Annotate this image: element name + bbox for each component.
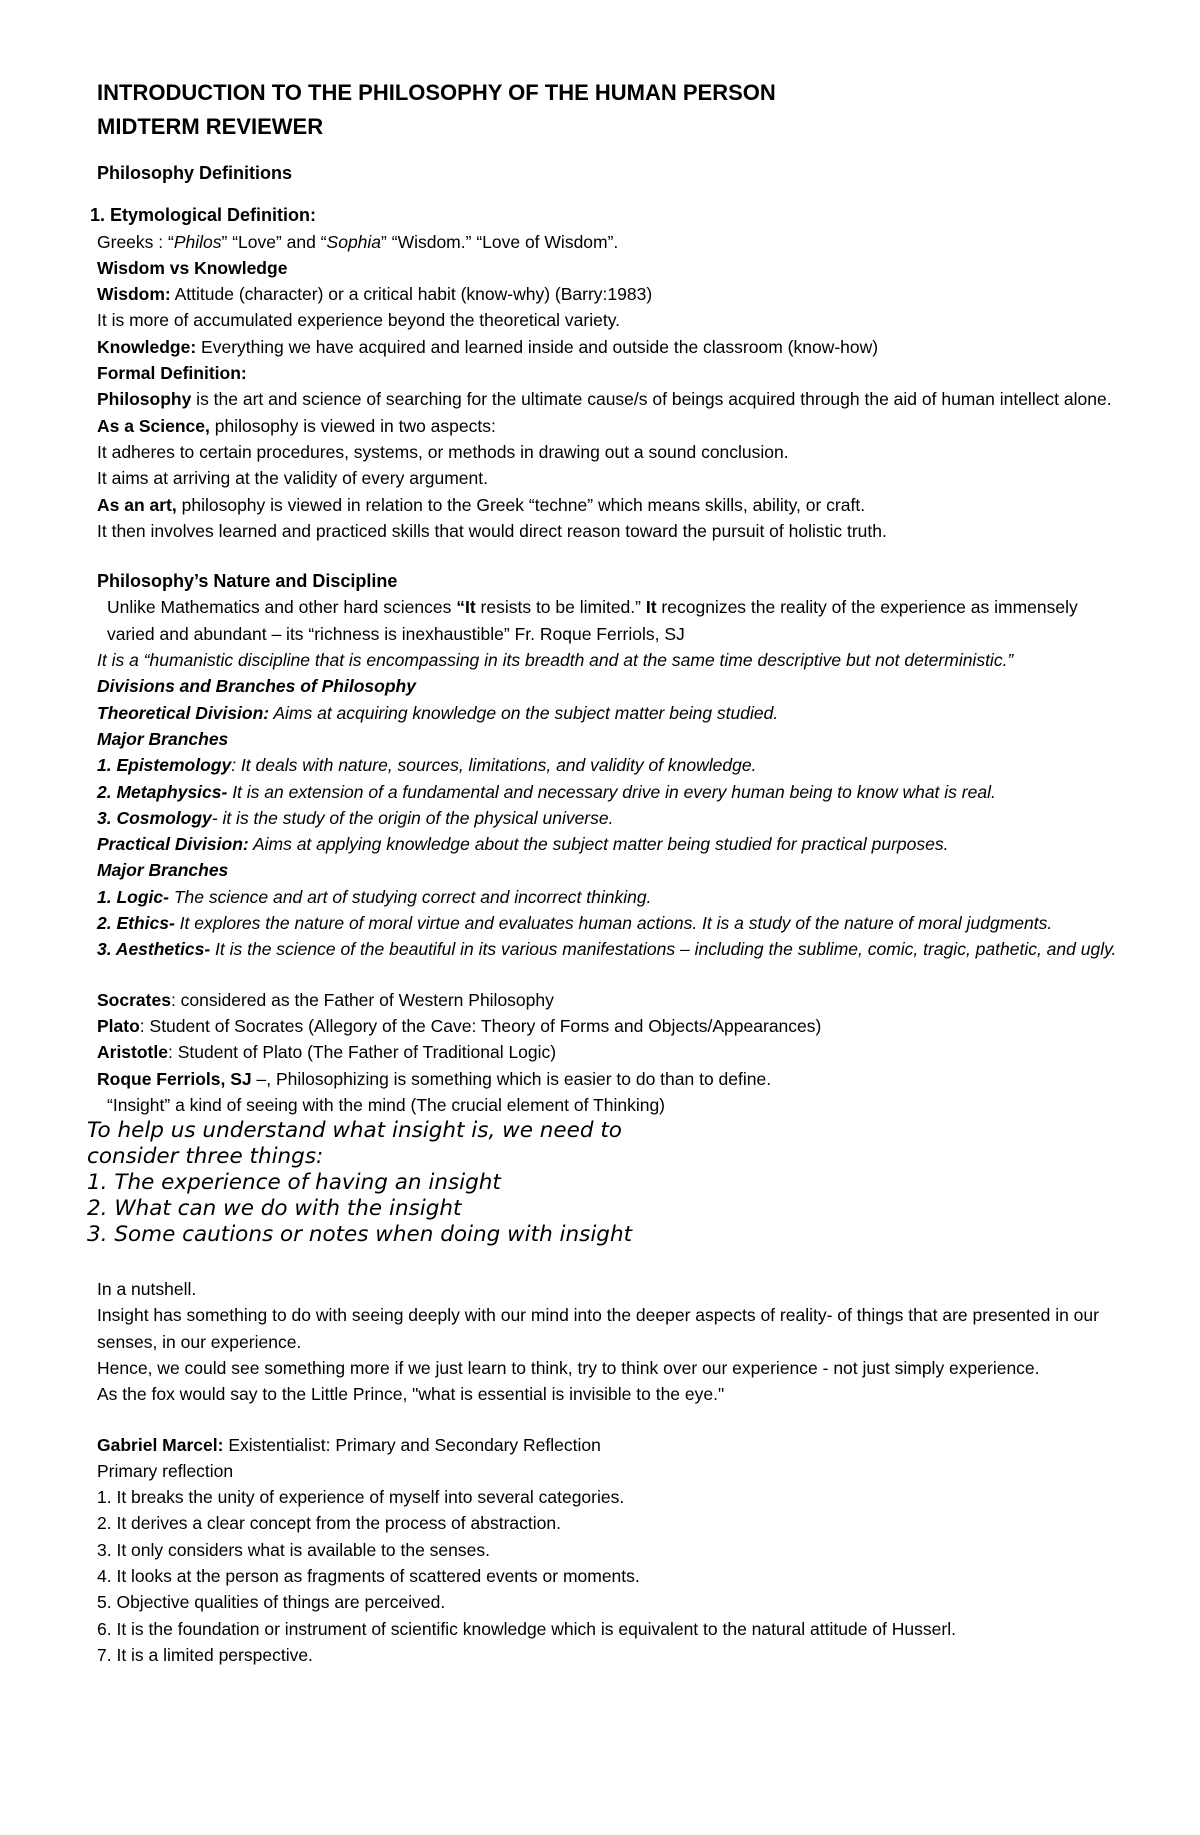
insight-definition: “Insight” a kind of seeing with the mind (The crucial element of Thinking) [107, 1094, 666, 1115]
document-title: INTRODUCTION TO THE PHILOSOPHY OF THE HUMAN PERSON [97, 80, 776, 105]
primary-reflection-list [97, 1484, 1130, 1668]
branch-epistemology: 1. Epistemology: It deals with nature, sources, limitations, and validity of knowledge. [97, 755, 757, 776]
wisdom-more: It is more of accumulated experience beyond the theoretical variety. [97, 310, 621, 331]
aristotle-line: Aristotle: Student of Plato (The Father of Traditional Logic) [97, 1042, 557, 1063]
wisdom-vs-knowledge: Wisdom vs Knowledge [97, 257, 288, 278]
practical-division: Practical Division: Aims at applying knowledge about the subject matter being studied for practical purposes. [97, 834, 949, 855]
insight-intro-2: consider three things: [87, 1144, 324, 1170]
art-more: It then involves learned and practiced skills that would direct reason toward the pursuit of holistic truth. [97, 520, 887, 541]
insight-item-2: 2. What can we do with the insight [87, 1196, 462, 1222]
knowledge-line: Knowledge: Everything we have acquired and learned inside and outside the classroom (know-how) [97, 336, 879, 357]
etymological-heading: 1. Etymological Definition: [90, 205, 317, 226]
greeks-line: Greeks : “Philos” “Love” and “Sophia” “Wisdom.” “Love of Wisdom”. [97, 231, 619, 252]
major-branches-theoretical: Major Branches [97, 728, 229, 749]
theoretical-division: Theoretical Division: Aims at acquiring knowledge on the subject matter being studied. [97, 702, 779, 723]
nutshell-paragraph-2: Hence, we could see something more if we just learn to think, try to think over our experience - not just simply experience. [97, 1357, 1040, 1378]
primary-reflection: Primary reflection [97, 1460, 234, 1481]
definitions-heading: Philosophy Definitions [97, 163, 293, 183]
major-branches-practical: Major Branches [97, 860, 229, 881]
formal-heading: Formal Definition: [97, 363, 247, 384]
list-item: 3. It only considers what is available to the senses. [97, 1539, 490, 1560]
nature-heading: Philosophy’s Nature and Discipline [97, 571, 398, 592]
divisions-heading: Divisions and Branches of Philosophy [97, 676, 416, 697]
list-item: 7. It is a limited perspective. [97, 1644, 313, 1665]
wisdom-line: Wisdom: Attitude (character) or a critical habit (know-why) (Barry:1983) [97, 284, 653, 305]
nutshell-paragraph-1: Insight has something to do with seeing deeply with our mind into the deeper aspects of reality- of things that are presented in our senses, in our experience. [97, 1305, 1099, 1352]
list-item: 6. It is the foundation or instrument of scientific knowledge which is equivalent to the natural attitude of Husserl. [97, 1618, 956, 1639]
nutshell-paragraph-3: As the fox would say to the Little Prince, "what is essential is invisible to the eye." [97, 1384, 725, 1405]
nature-paragraph: Unlike Mathematics and other hard sciences “It resists to be limited.” It recognizes the reality of the experience as immensely varied and abundant – its “richness is inexhaustible” Fr. Roque Ferriols, SJ [107, 597, 1078, 644]
science-line: As a Science, philosophy is viewed in two aspects: [97, 415, 496, 436]
branch-aesthetics: 3. Aesthetics- It is the science of the beautiful in its various manifestations – including the sublime, comic, tragic, pathetic, and ugly. [97, 939, 1117, 960]
nutshell-heading: In a nutshell. [97, 1279, 197, 1300]
philosophy-definition: Philosophy is the art and science of searching for the ultimate cause/s of beings acquired through the aid of human intellect alone. [97, 389, 1112, 410]
branch-logic: 1. Logic- The science and art of studying correct and incorrect thinking. [97, 886, 652, 907]
art-line: As an art, philosophy is viewed in relation to the Greek “techne” which means skills, ability, or craft. [97, 494, 866, 515]
insight-intro-1: To help us understand what insight is, we need to [87, 1118, 622, 1144]
science-point-2: It aims at arriving at the validity of every argument. [97, 468, 488, 489]
marcel-line: Gabriel Marcel: Existentialist: Primary and Secondary Reflection [97, 1434, 601, 1455]
list-item: 5. Objective qualities of things are perceived. [97, 1592, 446, 1613]
science-point-1: It adheres to certain procedures, systems, or methods in drawing out a sound conclusion. [97, 441, 789, 462]
socrates-line: Socrates: considered as the Father of Western Philosophy [97, 989, 554, 1010]
plato-line: Plato: Student of Socrates (Allegory of the Cave: Theory of Forms and Objects/Appearances) [97, 1015, 822, 1036]
list-item: 1. It breaks the unity of experience of myself into several categories. [97, 1487, 625, 1508]
branch-ethics: 2. Ethics- It explores the nature of moral virtue and evaluates human actions. It is a study of the nature of moral judgments. [97, 913, 1053, 934]
document-subtitle: MIDTERM REVIEWER [97, 114, 324, 139]
roque-line: Roque Ferriols, SJ –, Philosophizing is something which is easier to do than to define. [97, 1068, 772, 1089]
list-item: 4. It looks at the person as fragments of scattered events or moments. [97, 1566, 640, 1587]
insight-item-1: 1. The experience of having an insight [87, 1170, 501, 1196]
humanistic-discipline: It is a “humanistic discipline that is encompassing in its breadth and at the same time descriptive but not deterministic.” [97, 650, 1014, 671]
branch-metaphysics: 2. Metaphysics- It is an extension of a fundamental and necessary drive in every human being to know what is real. [97, 781, 996, 802]
insight-item-3: 3. Some cautions or notes when doing with insight [87, 1222, 633, 1248]
branch-cosmology: 3. Cosmology- it is the study of the origin of the physical universe. [97, 807, 614, 828]
list-item: 2. It derives a clear concept from the process of abstraction. [97, 1513, 561, 1534]
